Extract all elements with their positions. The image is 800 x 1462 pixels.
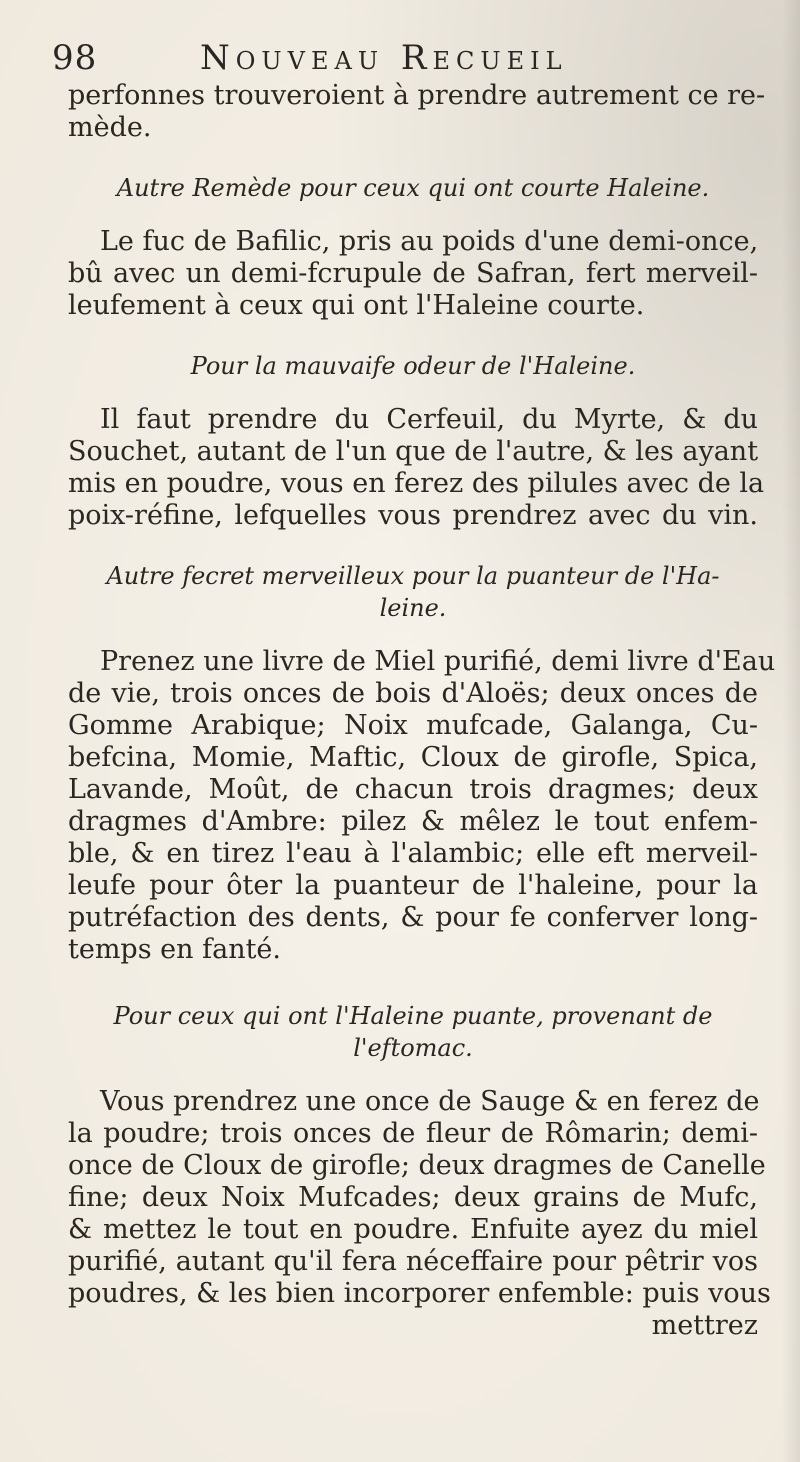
text-line: Le fuc de Bafilic, pris au poids d'une demi-once, [100,226,759,257]
catchword: mettrez [651,1310,758,1341]
text-line: leufe pour ôter la puanteur de l'haleine, pour la [68,870,758,901]
text-line: befcina, Momie, Maftic, Cloux de girofle, Spica, [68,742,758,773]
text-line: fine; deux Noix Mufcades; deux grains de Mufc, [68,1182,758,1213]
text-line: Prenez une livre de Miel purifié, demi livre d'Eau [100,646,776,677]
text-line: la poudre; trois onces de fleur de Rômarin; demi- [68,1118,758,1149]
text-line: purifié, autant qu'il fera néceffaire pour pêtrir vos [68,1246,758,1277]
text-line: perfonnes trouveroient à prendre autrement ce re- [68,80,766,111]
text-line: mis en poudre, vous en ferez des pilules avec de la [68,468,765,499]
text-line: Il faut prendre du Cerfeuil, du Myrte, & du [100,404,758,435]
page-edge-shadow [782,0,800,1462]
text-line: poudres, & les bien incorporer enfemble: puis vous [68,1278,771,1309]
text-line: poix-réfine, lefquelles vous prendrez avec du vin. [68,500,758,531]
text-line: mède. [68,112,152,143]
text-line: temps en fanté. [68,934,281,965]
text-line: de vie, trois onces de bois d'Aloës; deux onces de [68,678,758,709]
page-number: 98 [52,38,98,78]
section-heading: Autre Remède pour ceux qui ont courte Haleine. [116,174,710,202]
text-line: bû avec un demi-fcrupule de Safran, fert merveil- [68,258,758,289]
section-heading: Autre fecret merveilleux pour la puanteur de l'Ha- [106,562,720,590]
text-line: Vous prendrez une once de Sauge & en ferez de [100,1086,760,1117]
section-heading-cont: l'eftomac. [353,1034,473,1062]
section-heading: Pour ceux qui ont l'Haleine puante, provenant de [113,1002,713,1030]
text-line: dragmes d'Ambre: pilez & mêlez le tout enfem- [68,806,758,837]
text-line: & mettez le tout en poudre. Enfuite ayez du miel [68,1214,758,1245]
text-line: Lavande, Moût, de chacun trois dragmes; deux [68,774,758,805]
text-line: leufement à ceux qui ont l'Haleine courte. [68,290,645,321]
text-line: ble, & en tirez l'eau à l'alambic; elle eft merveil- [68,838,758,869]
text-block [68,80,776,1342]
text-line: putréfaction des dents, & pour fe conferver long- [68,902,758,933]
running-head-title: Nouveau Recueil [200,38,568,78]
section-heading: Pour la mauvaife odeur de l'Haleine. [190,352,636,380]
text-line: Gomme Arabique; Noix mufcade, Galanga, Cu- [68,710,758,741]
section-heading-cont: leine. [379,594,447,622]
text-line: once de Cloux de girofle; deux dragmes de Canelle [68,1150,766,1181]
text-line: Souchet, autant de l'un que de l'autre, & les ayant [68,436,759,467]
running-head [52,38,752,84]
